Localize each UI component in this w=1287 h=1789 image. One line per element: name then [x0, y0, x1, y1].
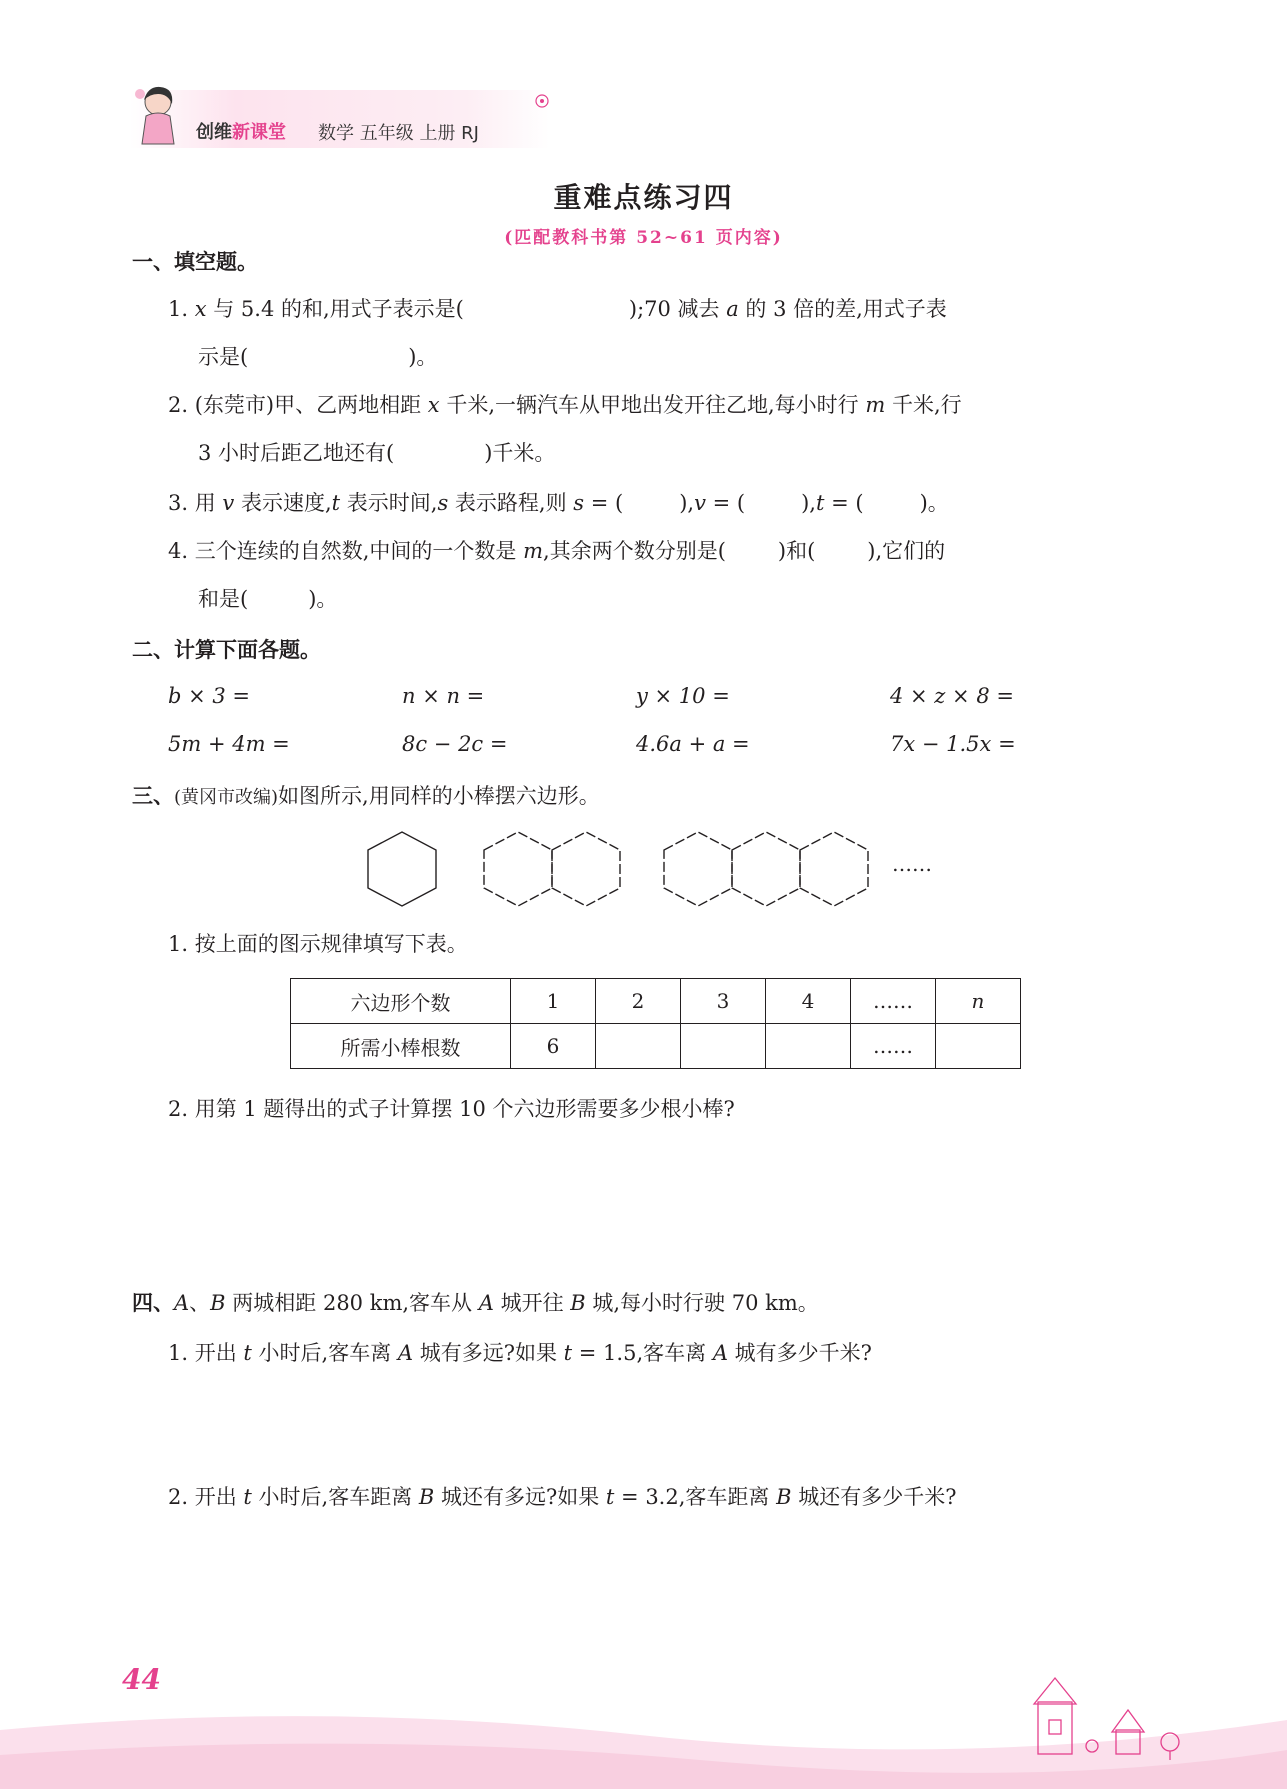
table-row: [291, 979, 1021, 1024]
question-1-3: 3. 用 v 表示速度,t 表示时间,s 表示路程,则 s = ( ),v = ( ),t = ( )。: [168, 491, 949, 515]
calc-3: y × 10 =: [636, 684, 730, 708]
book-series: 数学 五年级 上册 RJ: [318, 123, 479, 144]
table-cell: n: [936, 979, 1021, 1024]
hexagon-pair: [484, 832, 620, 906]
question-1-4: 4. 三个连续的自然数,中间的一个数是 m,其余两个数分别是( )和( ),它们的: [168, 539, 946, 563]
page-title: 重难点练习四: [553, 181, 734, 214]
table-cell: ……: [851, 979, 936, 1024]
question-1-2: 2. (东莞市)甲、乙两地相距 x 千米,一辆汽车从甲地出发开往乙地,每小时行 m 千米,行: [168, 393, 962, 417]
question-3-1: 1. 按上面的图示规律填写下表。: [168, 932, 468, 956]
table-row: [291, 1024, 1021, 1069]
calc-5: 5m + 4m =: [168, 732, 290, 756]
brand-logo: 创维新课堂: [196, 122, 286, 143]
stick-table: [290, 978, 1021, 1069]
table-cell: 1: [511, 979, 596, 1024]
hexagon-figures: [360, 830, 880, 910]
page-number: 44: [122, 1663, 161, 1696]
section3-heading: 三、(黄冈市改编)如图所示,用同样的小棒摆六边形。: [132, 784, 600, 808]
calc-6: 8c − 2c =: [402, 732, 508, 756]
hexagon-ellipsis: ……: [892, 852, 932, 876]
question-1-1: 1. x 与 5.4 的和,用式子表示是( );70 减去 a 的 3 倍的差,用式子表: [168, 297, 947, 321]
calc-7: 4.6a + a =: [636, 732, 750, 756]
question-4-1: 1. 开出 t 小时后,客车离 A 城有多远?如果 t = 1.5,客车离 A 城有多少千米?: [168, 1341, 872, 1365]
hexagon-1: [368, 832, 436, 906]
castle-illustration: [1020, 1660, 1220, 1770]
calc-8: 7x − 1.5x =: [890, 732, 1016, 756]
table-cell[interactable]: [681, 1024, 766, 1069]
question-1-2-line2: 3 小时后距乙地还有( )千米。: [198, 441, 556, 465]
table-cell: 4: [766, 979, 851, 1024]
table-cell: 2: [596, 979, 681, 1024]
question-4-2: 2. 开出 t 小时后,客车距离 B 城还有多远?如果 t = 3.2,客车距离 B 城还有多少千米?: [168, 1485, 957, 1509]
table-cell[interactable]: [766, 1024, 851, 1069]
question-1-1-line2: 示是( )。: [198, 345, 438, 369]
table-cell[interactable]: [936, 1024, 1021, 1069]
table-cell[interactable]: [596, 1024, 681, 1069]
hexagon-triple: [664, 832, 868, 906]
mascot-illustration: [128, 82, 184, 152]
calc-4: 4 × z × 8 =: [890, 684, 1014, 708]
section4-heading: 四、A、B 两城相距 280 km,客车从 A 城开往 B 城,每小时行驶 70 km。: [132, 1291, 819, 1315]
page-subtitle: (匹配教科书第 52~61 页内容): [504, 228, 783, 248]
table-cell: ……: [851, 1024, 936, 1069]
section2-heading: 二、计算下面各题。: [132, 638, 321, 662]
calc-1: b × 3 =: [168, 684, 251, 708]
calc-2: n × n =: [402, 684, 485, 708]
flower-icon: [532, 92, 552, 110]
section1-heading: 一、填空题。: [132, 250, 258, 274]
table-cell: 六边形个数: [291, 979, 511, 1024]
question-1-4-line2: 和是( )。: [198, 587, 338, 611]
question-3-2: 2. 用第 1 题得出的式子计算摆 10 个六边形需要多少根小棒?: [168, 1097, 735, 1121]
table-cell: 3: [681, 979, 766, 1024]
table-cell: 6: [511, 1024, 596, 1069]
table-cell: 所需小棒根数: [291, 1024, 511, 1069]
